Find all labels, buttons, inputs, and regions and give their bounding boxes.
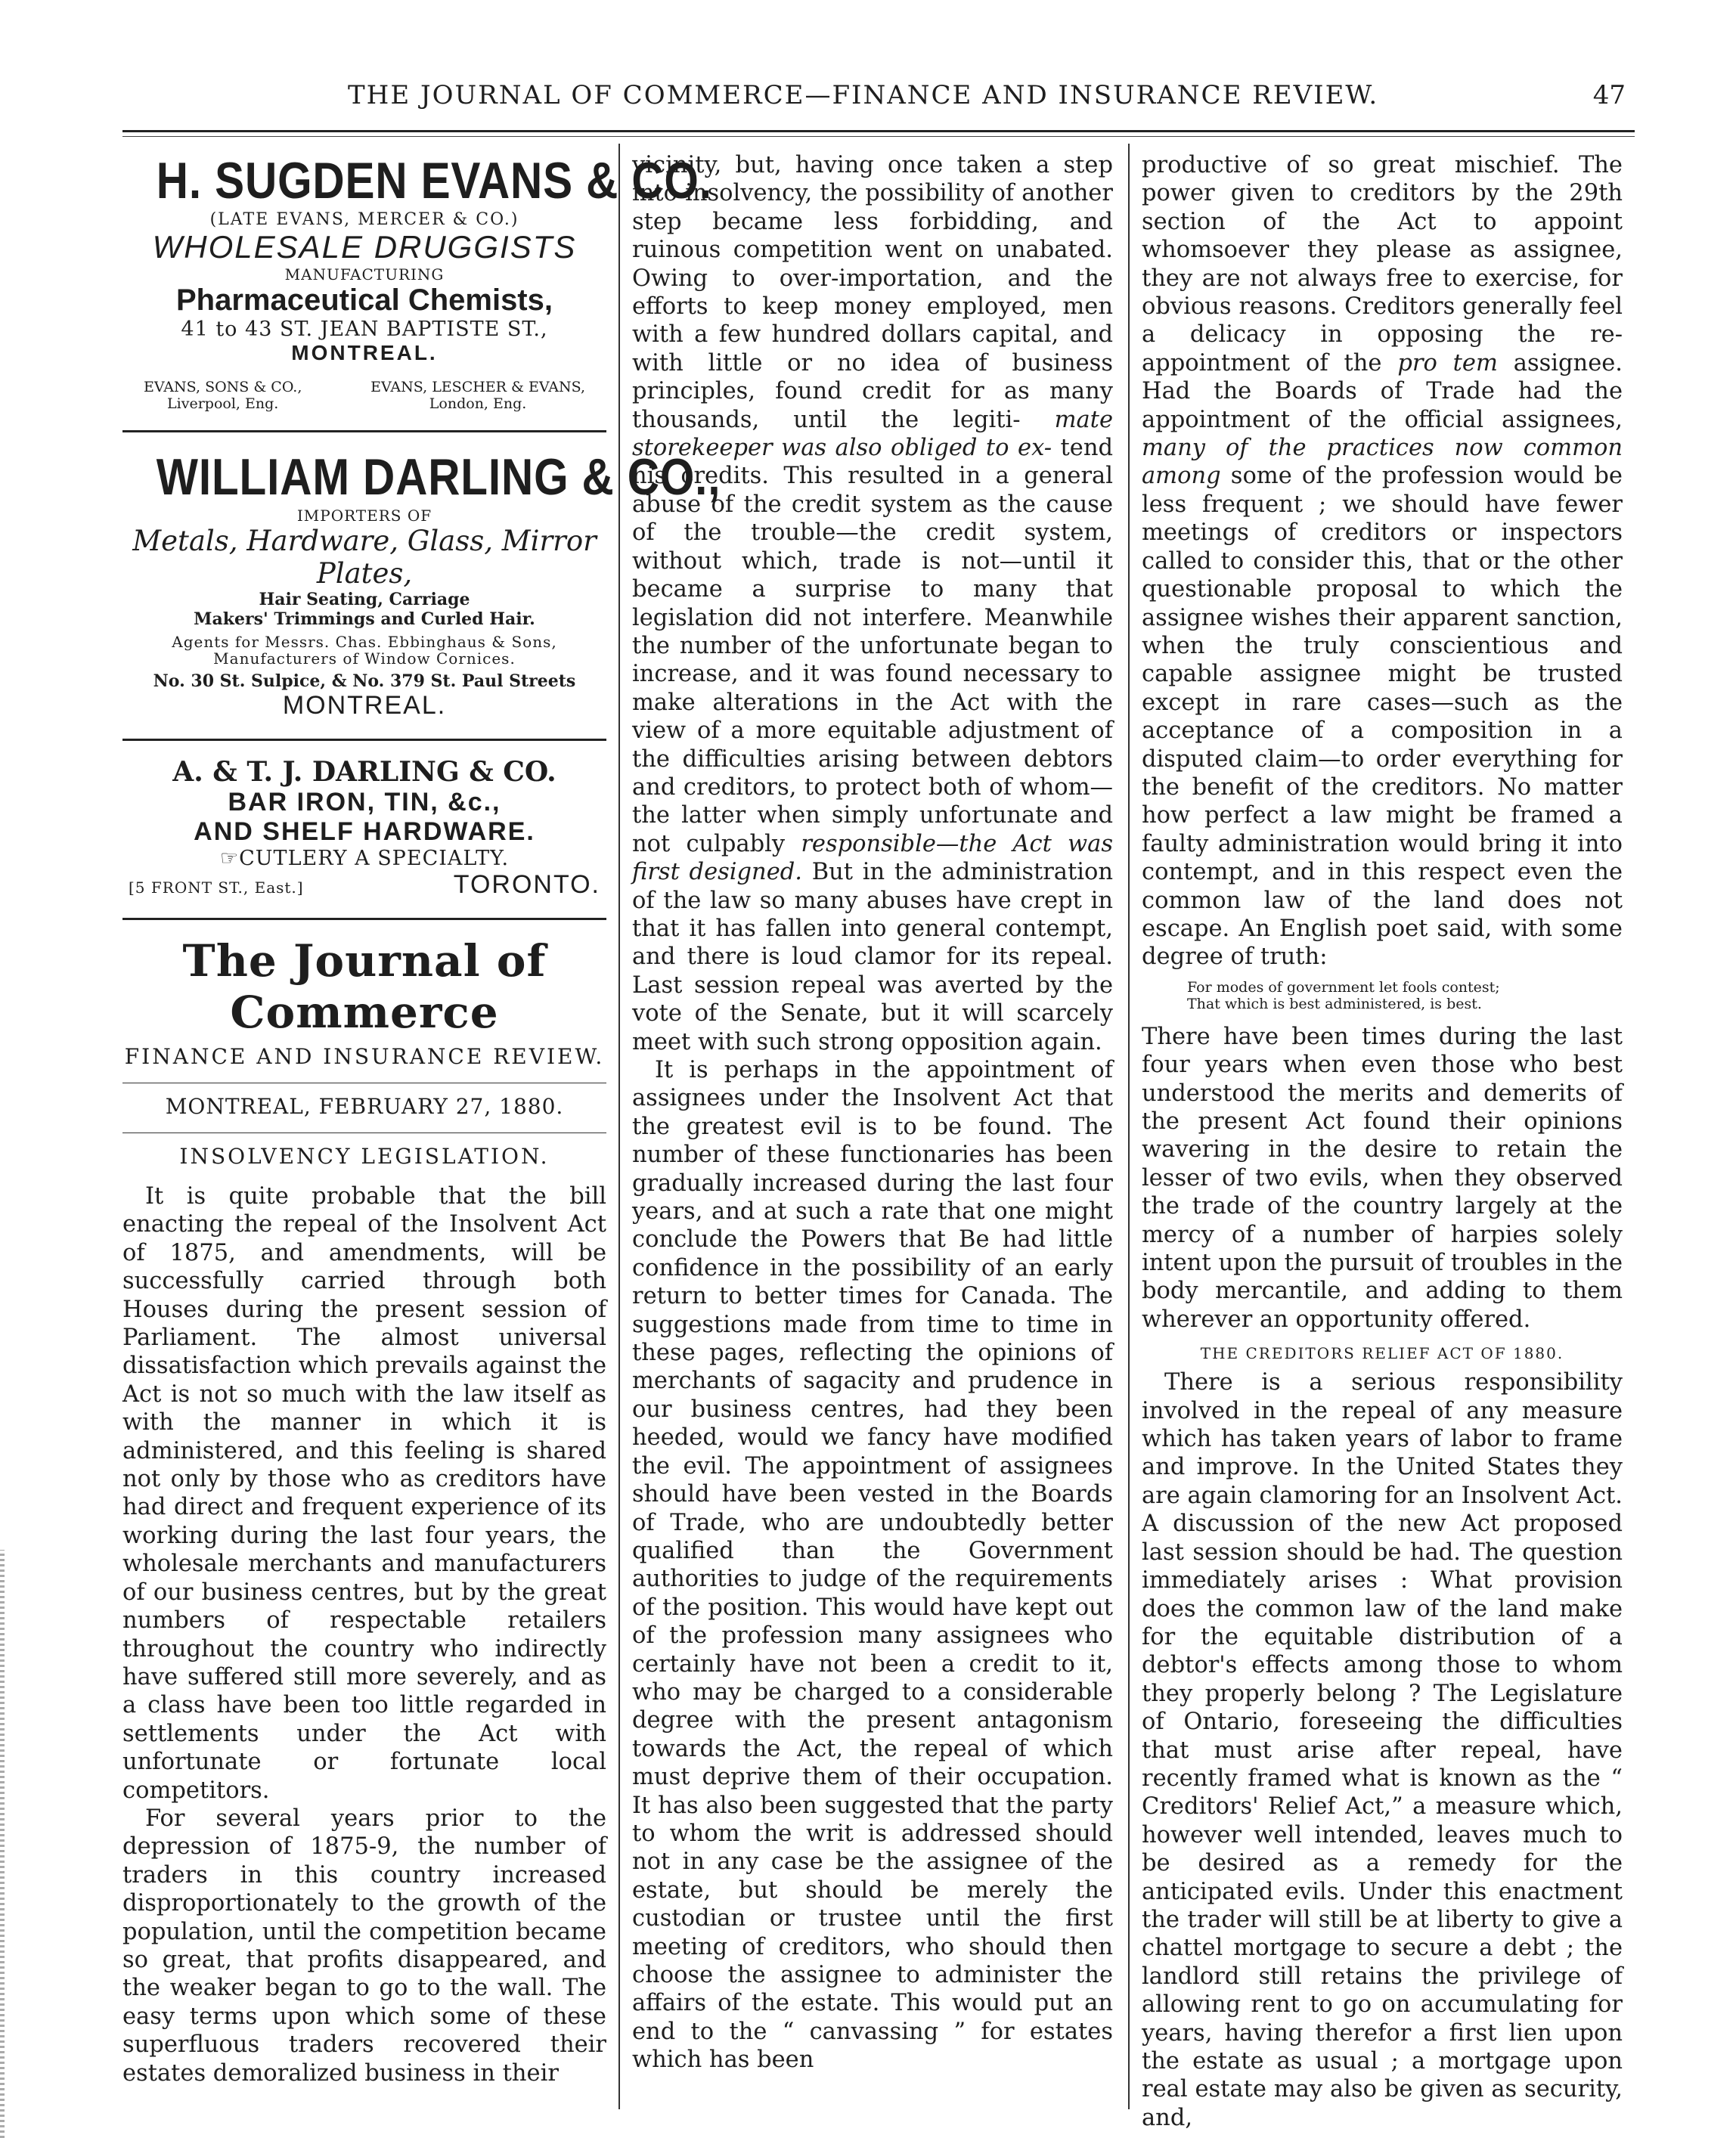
text-run: productive of so great mischief. The power given to creditors by the 29th section of the Act to appoint whomsoever they please as assignee, they are not always free to exercise, for obvious reasons. Creditors generally feel a delicacy in opposing the re-appointment of the [1142, 152, 1623, 376]
text-run: But in the administration of the law so many abuses have crept in that it has fallen into general contempt, and there is loud clamor for its repeal. Last session repeal was averted by the vote of the Senate, but it will scarcely meet with such strong opposition again. [632, 859, 1114, 1055]
ad-atj-line1: BAR IRON, TIN, &c., [228, 788, 501, 816]
italic-run: many of the practices now common among [1142, 435, 1623, 490]
ad-sugden-name: H. SUGDEN EVANS & CO. [156, 152, 712, 209]
italic-run: pro tem [1397, 349, 1498, 376]
masthead-separator [122, 918, 606, 920]
ad-atj-footer [122, 870, 606, 900]
ad-darling-line3: Makers' Trimmings and Curled Hair. [194, 609, 535, 629]
ad-sugden-trade: WHOLESALE DRUGGISTS [152, 229, 577, 265]
branch-city: Liverpool, Eng. [167, 395, 279, 412]
article-subheading: THE CREDITORS RELIEF ACT OF 1880. [1200, 1344, 1564, 1363]
scan-edge [0, 1550, 5, 2138]
article-paragraph [632, 151, 1113, 1056]
column-3 [1142, 151, 1623, 2131]
masthead-subtitle: FINANCE AND INSURANCE REVIEW. [124, 1044, 605, 1069]
ad-sugden-address: 41 to 43 ST. JEAN BAPTISTE ST., [181, 318, 548, 341]
ad-darling-agents: Agents for Messrs. Chas. Ebbinghaus & Sons, Manufacturers of Window Cornices. [172, 633, 557, 668]
ad-atj-city: TORONTO. [453, 870, 600, 899]
header-rule-thin [122, 136, 1635, 137]
verse-quote [1142, 979, 1623, 1012]
italic-run: mate storekeeper was also obliged to ex- [632, 406, 1113, 462]
ad-darling-goods: Metals, Hardware, Glass, Mirror Plates, [132, 525, 597, 590]
ad-darling-name: WILLIAM DARLING & CO., [156, 448, 721, 506]
article-paragraph: There is a serious responsibility involved in the repeal of any measure which has taken years of labor to frame and improve. In the United States they are again clamoring for an Insolvent Act. A discussion of the new Act proposed last session should be had. The question immediately arises : What provision does the common law of the land make for the equitable distribution of a debtor's effects among those to whom they properly belong ? The Legislature of Ontario, foreseeing the difficulties that must arise after repeal, have recently framed what is known as the “ Creditors' Relief Act,” a measure which, however well intended, leaves much to be desired as a remedy for the anticipated evils. Under this enactment the trader will still be at liberty to give a chattel mortgage to secure a debt ; the landlord still retains the privilege of allowing rent to go on accumulating for years, having therefor a first lien upon the estate as usual ; a mortgage upon real estate may also be given as security, and, [1142, 1369, 1623, 2131]
quote-line: That which is best administered, is best. [1187, 995, 1482, 1012]
ad-sugden-branches [122, 379, 606, 412]
article-heading: INSOLVENCY LEGISLATION. [179, 1144, 550, 1169]
ad-separator [122, 430, 606, 432]
text-run: tend his credits. This resulted in a general abuse of the credit system as the cause of the trouble—the credit system, without which, trade is not—until it became a surprise to many that legislation did not interfere. Meanwhile the number of the unfortunate began to increase, and it was found necessary to make alterations in the Act with the view of a more equitable adjustment of the difficulties arising between debtors and creditors, to protect both of whom—the latter when simply unfortunate and not culpably [632, 435, 1114, 857]
article-paragraph: It is perhaps in the appointment of assignees under the Insolvent Act that the greatest evil is to be found. The number of these functionaries has been gradually increased during the last four years, and at such a rate that one might conclude the Powers that Be had little confidence in the possibility of an early return to better times for Canada. The suggestions made from time to time in these pages, reflecting the opinions of merchants of sagacity and prudence in our business centres, had they been heeded, would we fancy have modified the evil. The appointment of assignees should have been vested in the Boards of Trade, who are undoubtedly better qualified than the Government authorities to judge of the requirements of the position. This would have kept out of the profession many assignees who certainly have not been a credit to it, who may be charged to a considerable degree with the present antagonism towards the Act, the repeal of which must deprive them of their occupation. It has also been suggested that the party to whom the writ is addressed should not in any case be the assignee of the estate, but should be merely the custodian or trustee until the first meeting of creditors, who should then choose the assignee to administer the affairs of the estate. This would put an end to the “ canvassing ” for estates which has been [632, 1057, 1113, 2074]
ad-darling-line2: Hair Seating, Carriage [259, 590, 470, 609]
ad-william-darling [122, 448, 721, 720]
header-rule [122, 130, 1635, 132]
ad-atj-line2: AND SHELF HARDWARE. [194, 817, 535, 846]
ad-sugden-evans [122, 151, 712, 412]
column-rule-1 [618, 144, 620, 2109]
text-run: assignee. Had the Boards of Trade had the appointment of the official assignees, [1142, 349, 1623, 433]
italic-run: responsible—the Act was first designed. [632, 830, 1113, 886]
running-title: THE JOURNAL OF COMMERCE—FINANCE AND INSURANCE REVIEW. [348, 80, 1379, 110]
ad-darling-address: No. 30 St. Sulpice, & No. 379 St. Paul Streets [153, 671, 576, 691]
ad-sugden-chemists: Pharmaceutical Chemists, [176, 284, 553, 317]
article-paragraph: There have been times during the last four years when even those who best understood the merits and demerits of the present Act found their opinions wavering in the desire to retain the lesser of two evils, when they observed the trade of the country largely at the mercy of a number of harpies solely intent upon the pursuit of troubles in the body mercantile, and adding to them wherever an opportunity offered. [1142, 1023, 1623, 1333]
text-run: vicinity, but, having once taken a step into insolvency, the possibility of another step became less forbidding, and ruinous competition went on unabated. Owing to over-importation, and the efforts to keep money employed, men with a few hundred dollars capital, and with little or no idea of business principles, found credit for as many thousands, until the legiti- [632, 152, 1113, 433]
masthead-title: The Journal of Commerce [182, 935, 547, 1038]
branch-name: EVANS, SONS & CO., [144, 379, 302, 395]
quote-line: For modes of government let fools contest; [1187, 978, 1500, 996]
column-2 [632, 151, 1113, 2117]
ad-sugden-manufacturing: MANUFACTURING [284, 265, 445, 284]
ad-sugden-city: MONTREAL. [291, 341, 438, 364]
ad-atj-name: A. & T. J. DARLING & CO. [172, 756, 556, 788]
running-header [121, 76, 1633, 124]
article-paragraph: It is quite probable that the bill enacting the repeal of the Insolvent Act of 1875, and amendments, will be successfully carried through both Houses during the present session of Parliament. The almost universal dissatisfaction which prevails against the Act is not so much with the law itself as with the manner in which it is administered, and this feeling is shared not only by those who as creditors have had direct and frequent experience of its working during the last four years, the wholesale merchants and manufacturers of our business centres, but by the great numbers of respectable retailers throughout the country who indirectly have suffered still more severely, and as a class have been too little regarded in settlements under the Act with unfortunate or fortunate local competitors. [122, 1183, 606, 1804]
ad-atj-specialty: ☞CUTLERY A SPECIALTY. [219, 847, 510, 870]
branch-city: London, Eng. [429, 395, 527, 412]
article-paragraph [1142, 151, 1623, 971]
ad-darling-city: MONTREAL. [282, 691, 447, 720]
text-run: some of the profession would be less frequent ; we should have fewer meetings of creditors or inspectors called to consider this, that or the other questionable proposal to which the assignee wishes their apparent sanction, when the truly conscientious and capable assignee might be trusted except in rare cases—such as the acceptance of a composition in a disputed claim—to order everything for the benefit of the creditors. No matter how perfect a law might be framed a faulty administration would bring it into contempt, and in this respect even the common law of the land does not escape. An English poet said, with some degree of truth: [1142, 463, 1623, 971]
column-1 [122, 151, 721, 2117]
article-paragraph: For several years prior to the depression of 1875-9, the number of traders in this country increased disproportionately to the growth of the population, until the competition became so great, that profits disappeared, and the weaker began to go to the wall. The easy terms upon which some of these superfluous traders recovered their estates demoralized business in their [122, 1805, 606, 2087]
ad-sugden-branch-liverpool [144, 379, 302, 412]
ad-sugden-late: (LATE EVANS, MERCER & CO.) [209, 210, 519, 229]
ad-atj-address: [5 FRONT ST., East.] [129, 878, 304, 897]
column-rule-2 [1128, 144, 1130, 2109]
ad-sugden-branch-london [370, 379, 585, 412]
branch-name: EVANS, LESCHER & EVANS, [370, 379, 585, 395]
page-number: 47 [1592, 80, 1626, 110]
ad-atj-darling [122, 756, 606, 900]
dateline: MONTREAL, FEBRUARY 27, 1880. [165, 1094, 564, 1119]
ad-separator [122, 739, 606, 741]
ad-darling-importers: IMPORTERS OF [296, 507, 432, 525]
